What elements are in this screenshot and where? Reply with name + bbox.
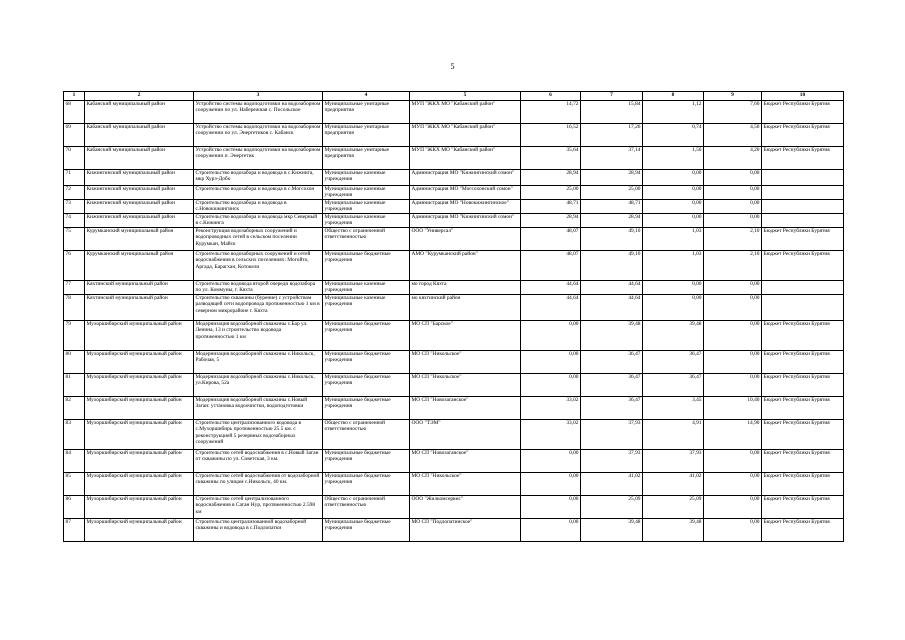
funding-source-cell — [762, 170, 844, 186]
recipient-cell: МО СП "Подлопатинское" — [410, 519, 521, 542]
table-row — [64, 101, 844, 124]
district-cell: Мухоршибирский муниципальный район — [85, 321, 194, 351]
row-number: 76 — [64, 251, 85, 281]
row-number: 71 — [64, 170, 85, 186]
ownership-cell: Муниципальные бюджетные учреждения — [323, 473, 410, 496]
value-cell-8: 4,91 — [643, 420, 704, 450]
district-cell: Кижингинский муниципальный район — [85, 186, 194, 200]
ownership-cell: Общество с ограниченной ответственностью — [323, 228, 410, 251]
district-cell: Кижингинский муниципальный район — [85, 170, 194, 186]
value-cell-8: 25,09 — [643, 496, 704, 519]
recipient-cell: Администрация МО "Кижингинский сомон" — [410, 214, 521, 228]
row-number: 73 — [64, 200, 85, 214]
ownership-cell: Общество с ограниченной ответственностью — [323, 496, 410, 519]
value-cell-6: 44,64 — [521, 295, 581, 321]
district-cell: Кижингинский муниципальный район — [85, 200, 194, 214]
funding-source-cell: Бюджет Республики Бурятия — [762, 519, 844, 542]
row-number: 70 — [64, 147, 85, 170]
row-number: 69 — [64, 124, 85, 147]
value-cell-7: 25,00 — [581, 186, 643, 200]
value-cell-7: 44,64 — [581, 295, 643, 321]
value-cell-8: 39,48 — [643, 519, 704, 542]
table-row — [64, 473, 844, 496]
ownership-cell: Муниципальные бюджетные учреждения — [323, 450, 410, 473]
value-cell-7: 49,10 — [581, 228, 643, 251]
value-cell-6: 33,02 — [521, 420, 581, 450]
funding-source-cell: Бюджет Республики Бурятия — [762, 321, 844, 351]
value-cell-6: 25,00 — [521, 186, 581, 200]
value-cell-7: 28,94 — [581, 214, 643, 228]
table-row — [64, 281, 844, 295]
object-cell: Строительство водозабора и водовода в с.Кижинга, мкр Хурэ-Добо — [194, 170, 323, 186]
recipient-cell: МУП "ЖКХ МО "Кабанский район" — [410, 147, 521, 170]
funding-source-cell — [762, 214, 844, 228]
ownership-cell: Муниципальные бюджетные учреждения — [323, 519, 410, 542]
row-number: 86 — [64, 496, 85, 519]
value-cell-8: 0,00 — [643, 214, 704, 228]
ownership-cell: Муниципальные унитарные предприятия — [323, 147, 410, 170]
value-cell-8: 36,47 — [643, 374, 704, 397]
table-row — [64, 170, 844, 186]
district-cell: Мухоршибирский муниципальный район — [85, 351, 194, 374]
value-cell-9: 0,00 — [704, 519, 762, 542]
value-cell-9: 0,00 — [704, 450, 762, 473]
value-cell-9: 0,00 — [704, 473, 762, 496]
value-cell-9: 2,10 — [704, 251, 762, 281]
object-cell: Устройство системы водоподготовки на водозаборном сооружении по ул. Набережная с. Посольское — [194, 101, 323, 124]
column-header: 9 — [704, 92, 762, 101]
value-cell-7: 49,10 — [581, 251, 643, 281]
row-number: 82 — [64, 397, 85, 420]
value-cell-6: 14,72 — [521, 101, 581, 124]
column-header: 4 — [323, 92, 410, 101]
value-cell-6: 28,94 — [521, 214, 581, 228]
funding-source-cell: Бюджет Республики Бурятия — [762, 124, 844, 147]
column-header: 10 — [762, 92, 844, 101]
ownership-cell: Муниципальные бюджетные учреждения — [323, 351, 410, 374]
value-cell-9: 0,00 — [704, 321, 762, 351]
value-cell-8: 1,50 — [643, 147, 704, 170]
value-cell-7: 36,47 — [581, 397, 643, 420]
value-cell-7: 28,94 — [581, 170, 643, 186]
value-cell-8: 0,00 — [643, 200, 704, 214]
row-number: 75 — [64, 228, 85, 251]
object-cell: Строительство сетей водоснабжения в с.Новый Заган от скважины по ул. Советская, 3 км. — [194, 450, 323, 473]
object-cell: Модернизация водозаборной скважины с.Бар ул. Ленина, 13 и строительство водовода протяженностью 1 км — [194, 321, 323, 351]
row-number: 85 — [64, 473, 85, 496]
table-row — [64, 519, 844, 542]
ownership-cell: Муниципальные казенные учреждения — [323, 200, 410, 214]
district-cell: Кяхтинский муниципальный район — [85, 295, 194, 321]
value-cell-9: 0,00 — [704, 496, 762, 519]
ownership-cell: Муниципальные бюджетные учреждения — [323, 374, 410, 397]
table-header-row — [64, 92, 844, 101]
value-cell-9: 0,00 — [704, 295, 762, 321]
column-header: 5 — [410, 92, 521, 101]
row-number: 68 — [64, 101, 85, 124]
table-row — [64, 186, 844, 200]
value-cell-7: 36,47 — [581, 374, 643, 397]
funding-source-cell: Бюджет Республики Бурятия — [762, 351, 844, 374]
object-cell: Строительство водозабора и водовода в с.Новокижингинск — [194, 200, 323, 214]
value-cell-6: 16,52 — [521, 124, 581, 147]
object-cell: Модернизация водозаборной скважины с.Никольск, ул.Кирова, 52а — [194, 374, 323, 397]
value-cell-9: 14,90 — [704, 420, 762, 450]
recipient-cell: МО СП "Никольское" — [410, 351, 521, 374]
table-row — [64, 397, 844, 420]
value-cell-9: 0,00 — [704, 186, 762, 200]
value-cell-7: 39,48 — [581, 321, 643, 351]
row-number: 81 — [64, 374, 85, 397]
value-cell-8: 37,93 — [643, 450, 704, 473]
table-row — [64, 228, 844, 251]
recipient-cell: МО СП "Никольское" — [410, 374, 521, 397]
value-cell-7: 41,02 — [581, 473, 643, 496]
value-cell-6: 33,02 — [521, 397, 581, 420]
funding-source-cell: Бюджет Республики Бурятия — [762, 101, 844, 124]
recipient-cell: МО СП "Новозаганское" — [410, 450, 521, 473]
ownership-cell: Муниципальные бюджетные учреждения — [323, 321, 410, 351]
funding-source-cell: Бюджет Республики Бурятия — [762, 496, 844, 519]
recipient-cell: ООО "Жилкомсервис" — [410, 496, 521, 519]
column-header: 7 — [581, 92, 643, 101]
value-cell-9: 4,20 — [704, 147, 762, 170]
value-cell-9: 0,00 — [704, 170, 762, 186]
value-cell-6: 0,00 — [521, 321, 581, 351]
value-cell-7: 17,26 — [581, 124, 643, 147]
value-cell-6: 44,64 — [521, 281, 581, 295]
funding-source-cell — [762, 186, 844, 200]
column-header: 1 — [64, 92, 85, 101]
recipient-cell: мо город Кяхта — [410, 281, 521, 295]
value-cell-9: 0,00 — [704, 351, 762, 374]
funding-source-cell: Бюджет Республики Бурятия — [762, 147, 844, 170]
value-cell-8: 41,02 — [643, 473, 704, 496]
value-cell-8: 0,74 — [643, 124, 704, 147]
district-cell: Кяхтинский муниципальный район — [85, 281, 194, 295]
recipient-cell: Администрация МО "Кижингинский сомон" — [410, 170, 521, 186]
object-cell: Строительство сетей водоснабжения от водозаборной скважины по улицам с.Никольск, 40 км. — [194, 473, 323, 496]
district-cell: Кабанский муниципальный район — [85, 101, 194, 124]
object-cell: Строительство водозабора и водовода мкр Северный в с.Кижинга — [194, 214, 323, 228]
ownership-cell: Муниципальные унитарные предприятия — [323, 124, 410, 147]
object-cell: Строительство сетей централизованного водоснабжения в Саган Нур, протяженностью 2.598 км — [194, 496, 323, 519]
value-cell-8: 0,00 — [643, 170, 704, 186]
row-number: 80 — [64, 351, 85, 374]
value-cell-9: 0,00 — [704, 200, 762, 214]
value-cell-9: 7,60 — [704, 101, 762, 124]
ownership-cell: Муниципальные бюджетные учреждения — [323, 251, 410, 281]
object-cell: Строительство водозабора и водовода в с.Могсохон — [194, 186, 323, 200]
district-cell: Мухоршибирский муниципальный район — [85, 473, 194, 496]
funding-source-cell: Бюджет Республики Бурятия — [762, 251, 844, 281]
table-row — [64, 351, 844, 374]
funding-source-cell: Бюджет Республики Бурятия — [762, 228, 844, 251]
district-cell: Курумканский муниципальный район — [85, 228, 194, 251]
district-cell: Кабанский муниципальный район — [85, 124, 194, 147]
value-cell-6: 0,00 — [521, 351, 581, 374]
district-cell: Мухоршибирский муниципальный район — [85, 519, 194, 542]
ownership-cell: Муниципальные унитарные предприятия — [323, 101, 410, 124]
district-cell: Кижингинский муниципальный район — [85, 214, 194, 228]
value-cell-8: 0,00 — [643, 281, 704, 295]
district-cell: Кабанский муниципальный район — [85, 147, 194, 170]
ownership-cell: Муниципальные казенные учреждения — [323, 295, 410, 321]
recipient-cell: Администрация МО "Новокижингинское" — [410, 200, 521, 214]
row-number: 79 — [64, 321, 85, 351]
value-cell-8: 1,03 — [643, 228, 704, 251]
object-cell: Реконструкция водозаборных сооружений и водопроводных сетей в сельском поселении Курумкан, Майск — [194, 228, 323, 251]
column-header: 6 — [521, 92, 581, 101]
table-row — [64, 214, 844, 228]
value-cell-7: 37,14 — [581, 147, 643, 170]
row-number: 77 — [64, 281, 85, 295]
value-cell-7: 15,84 — [581, 101, 643, 124]
table-row — [64, 496, 844, 519]
value-cell-6: 0,00 — [521, 519, 581, 542]
table-row — [64, 321, 844, 351]
table-row — [64, 420, 844, 450]
recipient-cell: МУП "ЖКХ МО "Кабанский район" — [410, 124, 521, 147]
value-cell-9: 0,00 — [704, 374, 762, 397]
row-number: 72 — [64, 186, 85, 200]
ownership-cell: Муниципальные казенные учреждения — [323, 214, 410, 228]
object-cell: Модернизация водозаборной скважины с.Никольск, Рабочая, 5 — [194, 351, 323, 374]
object-cell: Строительство централизованной водозаборной скважины и водовода в с.Подлопатки — [194, 519, 323, 542]
object-cell: Модернизация водозаборной скважины с.Новый Заган: установка водоочистки, водоподготовки — [194, 397, 323, 420]
value-cell-6: 48,07 — [521, 228, 581, 251]
object-cell: Строительство скважины (бурение) с устройством разводящей сети водопровода протяженностью 1 км в северном микрорайоне г. Кяхта — [194, 295, 323, 321]
value-cell-7: 39,48 — [581, 519, 643, 542]
table-row — [64, 295, 844, 321]
district-cell: Мухоршибирский муниципальный район — [85, 496, 194, 519]
funding-source-cell: Бюджет Республики Бурятия — [762, 473, 844, 496]
value-cell-6: 0,00 — [521, 450, 581, 473]
row-number: 84 — [64, 450, 85, 473]
value-cell-9: 4,50 — [704, 124, 762, 147]
table-row — [64, 450, 844, 473]
ownership-cell: Муниципальные казенные учреждения — [323, 186, 410, 200]
value-cell-7: 37,93 — [581, 420, 643, 450]
value-cell-8: 0,00 — [643, 186, 704, 200]
value-cell-9: 0,00 — [704, 214, 762, 228]
column-header: 8 — [643, 92, 704, 101]
data-table — [63, 91, 844, 542]
row-number: 78 — [64, 295, 85, 321]
value-cell-8: 39,48 — [643, 321, 704, 351]
district-cell: Мухоршибирский муниципальный район — [85, 397, 194, 420]
recipient-cell: МУП "ЖКХ МО "Кабанский район" — [410, 101, 521, 124]
column-header: 2 — [85, 92, 194, 101]
value-cell-6: 0,00 — [521, 496, 581, 519]
value-cell-6: 48,71 — [521, 200, 581, 214]
value-cell-7: 44,64 — [581, 281, 643, 295]
ownership-cell: Муниципальные казенные учреждения — [323, 281, 410, 295]
funding-source-cell: Бюджет Республики Бурятия — [762, 420, 844, 450]
value-cell-7: 36,47 — [581, 351, 643, 374]
table-row — [64, 251, 844, 281]
value-cell-6: 0,00 — [521, 374, 581, 397]
page-number: 5 — [450, 62, 455, 71]
funding-source-cell — [762, 200, 844, 214]
funding-source-cell: Бюджет Республики Бурятия — [762, 450, 844, 473]
column-header: 3 — [194, 92, 323, 101]
recipient-cell: мо кяхтинский район — [410, 295, 521, 321]
recipient-cell: ООО "ТЭМ" — [410, 420, 521, 450]
district-cell: Курумканский муниципальный район — [85, 251, 194, 281]
district-cell: Мухоршибирский муниципальный район — [85, 450, 194, 473]
value-cell-8: 1,12 — [643, 101, 704, 124]
value-cell-6: 0,00 — [521, 473, 581, 496]
value-cell-7: 37,93 — [581, 450, 643, 473]
recipient-cell: АМО "Курумканский район" — [410, 251, 521, 281]
recipient-cell: Администрация МО "Могсохонский сомон" — [410, 186, 521, 200]
value-cell-9: 2,10 — [704, 228, 762, 251]
object-cell: Строительство водозаборных сооружений и сетей водоснабжения в сельских поселениях: Могойто, Аргада, Барагхан, Котокели — [194, 251, 323, 281]
funding-source-cell — [762, 281, 844, 295]
recipient-cell: МО СП "Барское" — [410, 321, 521, 351]
value-cell-8: 3,45 — [643, 397, 704, 420]
district-cell: Мухоршибирский муниципальный район — [85, 374, 194, 397]
value-cell-8: 1,03 — [643, 251, 704, 281]
recipient-cell: МО СП "Никольское" — [410, 473, 521, 496]
object-cell: Строительство централизованного водовода в с.Мухоршибирь протяженностью 25.5 км. с реконструкцией 5 резервных водозаборных сооружений — [194, 420, 323, 450]
value-cell-7: 48,71 — [581, 200, 643, 214]
object-cell: Устройство системы водоподготовки на водозаборном сооружении п. Энергетик — [194, 147, 323, 170]
object-cell: Строительство водовода второй очереди водозабора по ул. Коммуны, г. Кяхта — [194, 281, 323, 295]
value-cell-6: 28,94 — [521, 170, 581, 186]
table-row — [64, 374, 844, 397]
ownership-cell: Общество с ограниченной ответственностью — [323, 420, 410, 450]
value-cell-8: 0,00 — [643, 295, 704, 321]
value-cell-9: 10,40 — [704, 397, 762, 420]
row-number: 74 — [64, 214, 85, 228]
recipient-cell: ООО "Универсал" — [410, 228, 521, 251]
value-cell-9: 0,00 — [704, 281, 762, 295]
row-number: 87 — [64, 519, 85, 542]
table-row — [64, 147, 844, 170]
row-number: 83 — [64, 420, 85, 450]
value-cell-8: 36,47 — [643, 351, 704, 374]
table-row — [64, 124, 844, 147]
value-cell-7: 25,09 — [581, 496, 643, 519]
value-cell-6: 48,07 — [521, 251, 581, 281]
object-cell: Устройство системы водоподготовки на водозаборном сооружении по ул. Энергетиков с. Кабанск — [194, 124, 323, 147]
ownership-cell: Муниципальные бюджетные учреждения — [323, 397, 410, 420]
funding-source-cell: Бюджет Республики Бурятия — [762, 374, 844, 397]
district-cell: Мухоршибирский муниципальный район — [85, 420, 194, 450]
recipient-cell: МО СП "Новозаганское" — [410, 397, 521, 420]
ownership-cell: Муниципальные казенные учреждения — [323, 170, 410, 186]
funding-source-cell — [762, 295, 844, 321]
funding-source-cell: Бюджет Республики Бурятия — [762, 397, 844, 420]
value-cell-6: 35,64 — [521, 147, 581, 170]
table-row — [64, 200, 844, 214]
